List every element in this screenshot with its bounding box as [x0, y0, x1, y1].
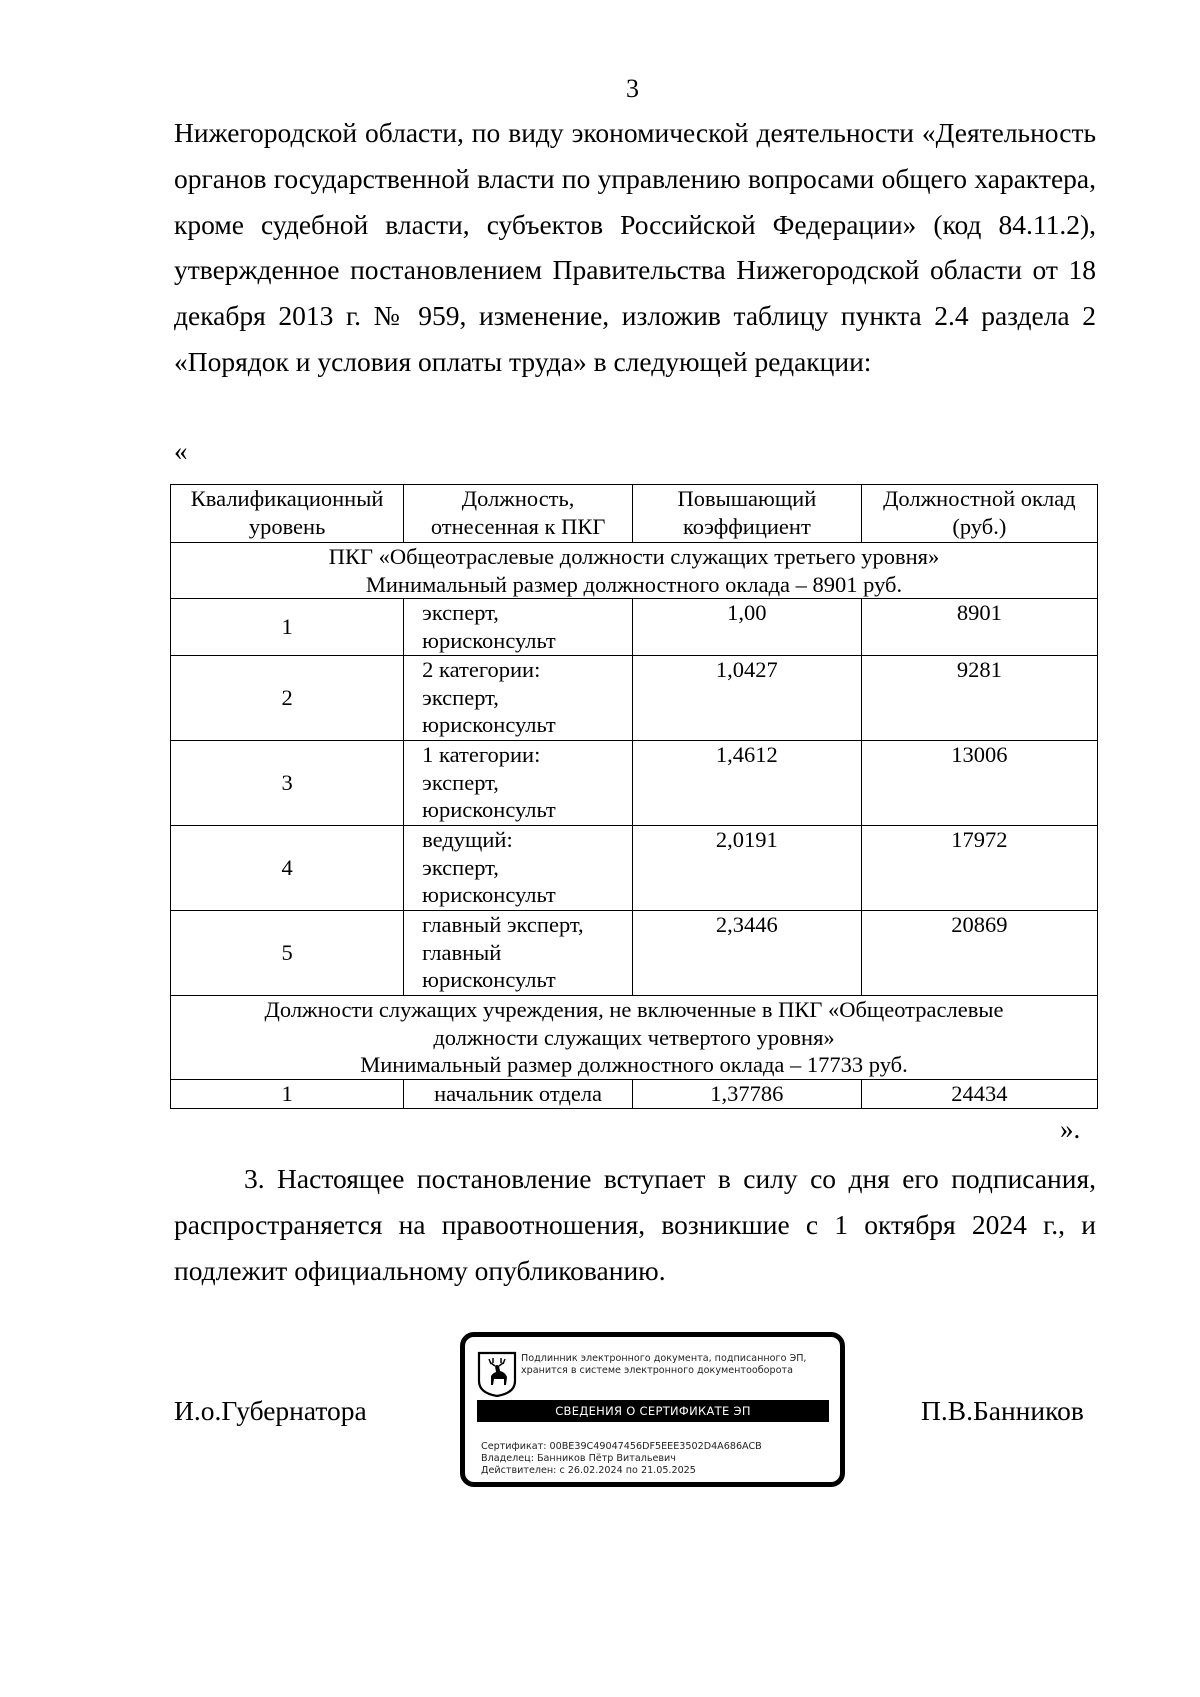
position-line: юрисконсульт	[422, 712, 556, 737]
salary-cell: 17972	[861, 826, 1097, 911]
stamp-header	[521, 1353, 835, 1377]
intro-paragraph: Нижегородской области, по виду экономической деятельности «Деятельность органов государственной власти по управлению вопросами общего характера, кроме судебной власти, субъектов Российской Федерации» (код 84.11.2), утвержденное постановлением Правительства Нижегородской области от 18 декабря 2013 г. № 959, изменение, изложив таблицу пункта 2.4 раздела 2 «Порядок и условия оплаты труда» в следующей редакции:	[174, 117, 1096, 377]
table-row	[171, 826, 1098, 911]
salary-cell: 20869	[861, 911, 1097, 996]
salary-cell: 24434	[861, 1079, 1097, 1108]
group2-header-row	[171, 996, 1098, 1080]
position-line: эксперт,	[422, 769, 499, 795]
group2-title-line1: Должности служащих учреждения, не включенные в ПКГ «Общеотраслевые	[264, 997, 1004, 1022]
table-row	[171, 1079, 1098, 1108]
position-line: юрисконсульт	[422, 967, 556, 992]
header-salary: Должностной оклад (руб.)	[861, 485, 1097, 543]
stamp-header-line2: хранится в системе электронного документооборота	[521, 1365, 793, 1376]
position-cell: начальник отдела	[404, 1079, 633, 1108]
position-line: ведущий:	[422, 827, 513, 852]
position-cell	[404, 826, 633, 911]
header-position: Должность, отнесенная к ПКГ	[404, 485, 633, 543]
coefficient-cell: 1,0427	[633, 656, 862, 741]
coefficient-cell: 1,37786	[633, 1079, 862, 1108]
table-row	[171, 741, 1098, 826]
salary-cell: 13006	[861, 741, 1097, 826]
table-header-row	[171, 485, 1098, 543]
group1-title: ПКГ «Общеотраслевые должности служащих третьего уровня»	[328, 544, 940, 569]
position-line: эксперт,	[422, 854, 499, 880]
level-cell: 1	[171, 599, 404, 656]
position-cell	[404, 741, 633, 826]
position-line: главный эксперт,	[422, 912, 584, 937]
stamp-owner: Владелец: Банников Пётр Витальевич	[481, 1453, 676, 1464]
level-cell: 5	[171, 911, 404, 996]
stamp-details	[481, 1441, 762, 1477]
position-cell	[404, 911, 633, 996]
salary-table	[170, 484, 1098, 1109]
signatory-name: П.В.Банников	[921, 1395, 1084, 1426]
position-line: юрисконсульт	[422, 627, 556, 653]
header-coefficient: Повышающий коэффициент	[633, 485, 862, 543]
signatory-title: И.о.Губернатора	[174, 1395, 367, 1426]
salary-cell: 9281	[861, 656, 1097, 741]
coefficient-cell: 2,3446	[633, 911, 862, 996]
stamp-valid: Действителен: с 26.02.2024 по 21.05.2025	[481, 1465, 696, 1476]
group1-min-salary: Минимальный размер должностного оклада – 8901 руб.	[365, 571, 903, 597]
group2-title-line2: должности служащих четвертого уровня»	[433, 1024, 835, 1050]
header-level: Квалификационный уровень	[171, 485, 404, 543]
level-cell: 3	[171, 741, 404, 826]
group2-min-salary: Минимальный размер должностного оклада – 17733 руб.	[360, 1052, 908, 1077]
electronic-signature-stamp	[460, 1332, 845, 1487]
deer-emblem-icon	[477, 1351, 517, 1397]
group1-header	[171, 543, 1098, 599]
stamp-title-bar: СВЕДЕНИЯ О СЕРТИФИКАТЕ ЭП	[477, 1400, 829, 1422]
position-cell	[404, 599, 633, 656]
group1-header-row	[171, 543, 1098, 599]
coefficient-cell: 2,0191	[633, 826, 862, 911]
position-line: главный	[422, 939, 502, 965]
quote-open: «	[174, 436, 188, 466]
position-cell	[404, 656, 633, 741]
page-number: 3	[626, 74, 639, 103]
position-line: юрисконсульт	[422, 797, 556, 822]
level-cell: 4	[171, 826, 404, 911]
salary-cell: 8901	[861, 599, 1097, 656]
table-row	[171, 656, 1098, 741]
position-line: 2 категории:	[422, 657, 541, 682]
clause-3-paragraph	[174, 1156, 1096, 1293]
position-line: эксперт,	[422, 600, 499, 625]
level-cell: 1	[171, 1079, 404, 1108]
position-line: 1 категории:	[422, 742, 541, 767]
stamp-header-line1: Подлинник электронного документа, подписанного ЭП,	[521, 1353, 807, 1364]
group2-header	[171, 996, 1098, 1080]
level-cell: 2	[171, 656, 404, 741]
stamp-certificate: Сертификат: 00BE39C49047456DF5EEE3502D4A686ACB	[481, 1441, 762, 1452]
table-row	[171, 911, 1098, 996]
coefficient-cell: 1,4612	[633, 741, 862, 826]
coefficient-cell: 1,00	[633, 599, 862, 656]
quote-close: ».	[1060, 1114, 1081, 1144]
position-line: юрисконсульт	[422, 882, 556, 907]
position-line: эксперт,	[422, 684, 499, 710]
clause-3-text: 3. Настоящее постановление вступает в силу со дня его подписания, распространяется на правоотношения, возникшие с 1 октября 2024 г., и подлежит официальному опубликованию.	[174, 1163, 1096, 1286]
table-row	[171, 599, 1098, 656]
